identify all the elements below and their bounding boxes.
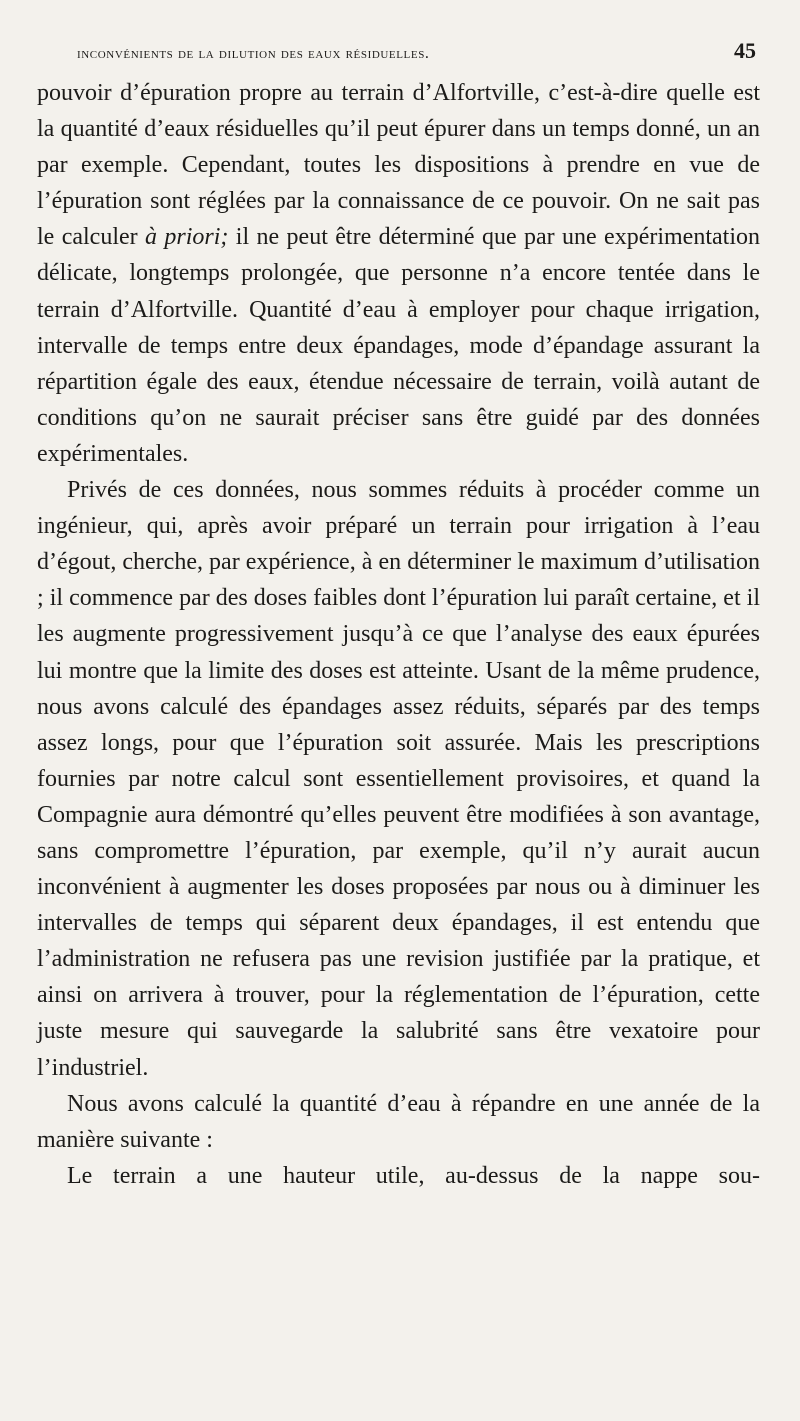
paragraph-1: [37, 75, 760, 472]
latin-phrase: à priori;: [145, 224, 229, 251]
paragraph-3: Nous avons calculé la quantité d’eau à répandre en une année de la manière suivante :: [37, 1090, 760, 1153]
body-text: [37, 75, 760, 1194]
paragraph-1-start: pouvoir d’épuration propre au terrain d’Alfortville, c’est-à-dire quelle est la quantité d’eaux résiduelles qu’il peut épurer dans un temps donné, un an par exemple. Cependant, toutes les dispositions à prendre en vue de l’épuration sont réglées par la connaissance de ce pouvoir. On ne sait pas le calculer: [37, 80, 760, 251]
running-title: inconvénients de la dilution des eaux résiduelles.: [77, 45, 430, 62]
paragraph-2: Privés de ces données, nous sommes réduits à procéder comme un ingénieur, qui, après avoir préparé un terrain pour irrigation à l’eau d’égout, cherche, par expérience, à en déterminer le maximum d’utilisation ; il commence par des doses faibles dont l’épuration lui paraît certaine, et il les augmente progressivement jusqu’à ce que l’analyse des eaux épurées lui montre que la limite des doses est atteinte. Usant de la même prudence, nous avons calculé des épandages assez réduits, séparés par des temps assez longs, pour que l’épuration soit assurée. Mais les prescriptions fournies par notre calcul sont essentiellement provisoires, et quand la Compagnie aura démontré qu’elles peuvent être modifiées à son avantage, sans compromettre l’épuration, par exemple, qu’il n’y aurait aucun inconvénient à augmenter les doses proposées par nous ou à diminuer les intervalles de temps qui séparent deux épandages, il est entendu que l’administration ne refusera pas une revision justifiée par la pratique, et ainsi on arrivera à trouver, pour la réglementation de l’épuration, cette juste mesure qui sauvegarde la salubrité sans être vexatoire pour l’industriel.: [37, 477, 760, 1081]
paragraph-1-end: il ne peut être déterminé que par une expérimentation délicate, longtemps prolongée, que personne n’a encore tentée dans le terrain d’Alfortville. Quantité d’eau à employer pour chaque irrigation, intervalle de temps entre deux épandages, mode d’épandage assurant la répartition égale des eaux, étendue nécessaire de terrain, voilà autant de conditions qu’on ne saurait préciser sans être guidé par des données expérimentales.: [37, 224, 760, 467]
page-number: 45: [734, 38, 756, 63]
paragraph-4: Le terrain a une hauteur utile, au-dessus de la nappe sou-: [67, 1162, 760, 1189]
running-head: [77, 38, 756, 68]
